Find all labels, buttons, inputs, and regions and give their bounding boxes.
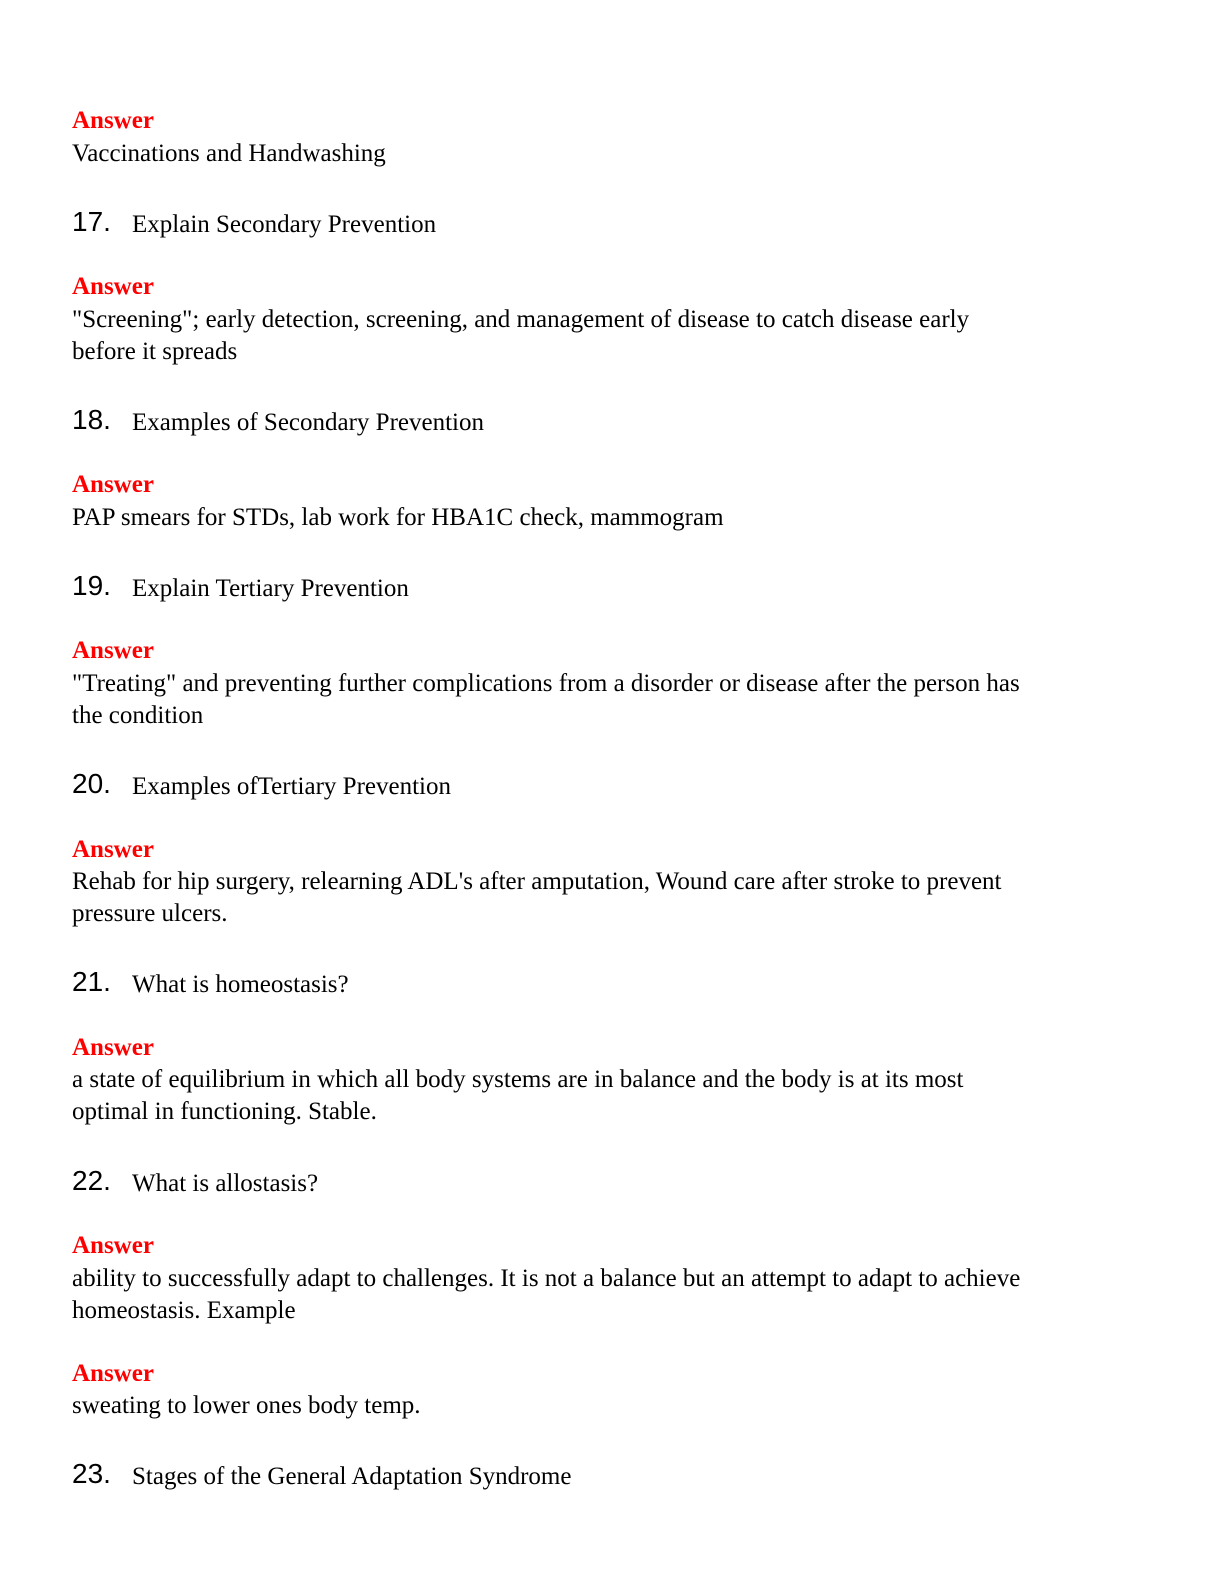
answer-text: a state of equilibrium in which all body systems are in balance and the body is at its most	[72, 1066, 964, 1093]
question-number: 17.	[72, 206, 111, 237]
answer-text: homeostasis. Example	[72, 1297, 296, 1324]
answer-label: Answer	[72, 471, 154, 498]
question-text: Explain Secondary Prevention	[132, 211, 437, 238]
question-text: Examples ofTertiary Prevention	[132, 773, 451, 800]
answer-label: Answer	[72, 836, 154, 863]
answer-label: Answer	[72, 1034, 154, 1061]
answer-text: ability to successfully adapt to challenges. It is not a balance but an attempt to adapt to achieve	[72, 1265, 1021, 1292]
answer-label: Answer	[72, 637, 154, 664]
answer-text: Rehab for hip surgery, relearning ADL's after amputation, Wound care after stroke to prevent	[72, 868, 1002, 895]
answer-label: Answer	[72, 107, 154, 134]
question-number: 18.	[72, 404, 111, 435]
answer-text: PAP smears for STDs, lab work for HBA1C check, mammogram	[72, 504, 724, 531]
answer-text: sweating to lower ones body temp.	[72, 1392, 421, 1419]
question-number: 19.	[72, 570, 111, 601]
question-number: 23.	[72, 1458, 111, 1489]
answer-label: Answer	[72, 1360, 154, 1387]
answer-text: "Screening"; early detection, screening, and management of disease to catch disease early	[72, 306, 970, 333]
question-text: What is allostasis?	[132, 1170, 319, 1197]
answer-label: Answer	[72, 1232, 154, 1259]
answer-label: Answer	[72, 273, 154, 300]
answer-text: "Treating" and preventing further complications from a disorder or disease after the person has	[72, 670, 1020, 697]
question-number: 20.	[72, 768, 111, 799]
question-number: 22.	[72, 1165, 111, 1196]
answer-text: before it spreads	[72, 338, 238, 365]
question-text: Stages of the General Adaptation Syndrome	[132, 1463, 572, 1490]
answer-text: Vaccinations and Handwashing	[72, 140, 386, 167]
question-number: 21.	[72, 966, 111, 997]
answer-text: pressure ulcers.	[72, 900, 228, 927]
answer-text: optimal in functioning. Stable.	[72, 1098, 377, 1125]
question-text: Explain Tertiary Prevention	[132, 575, 409, 602]
question-text: What is homeostasis?	[132, 971, 349, 998]
question-text: Examples of Secondary Prevention	[132, 409, 484, 436]
answer-text: the condition	[72, 702, 204, 729]
